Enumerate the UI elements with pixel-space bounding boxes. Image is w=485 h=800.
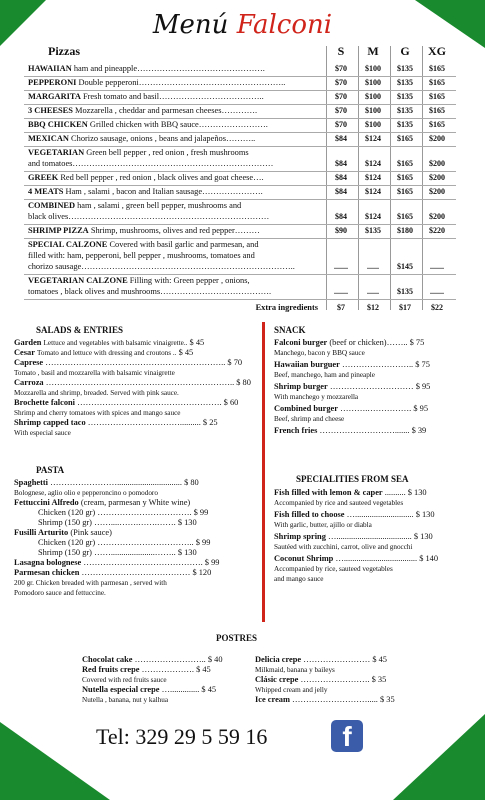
item-description: and mango sauce	[274, 575, 324, 583]
menu-item: Shrimp capped taco …………………………….......... $ 25	[14, 418, 218, 427]
postres-left	[82, 655, 252, 705]
menu-item: Ice cream ………………………..... $ 35	[255, 695, 395, 704]
pizza-row	[24, 105, 456, 119]
pizza-description: 3 CHEESES Mozzarella , cheddar and parmesan cheeses………….	[28, 106, 258, 115]
menu-item: Delicia crepe …………………… $ 45	[255, 655, 387, 664]
pizza-price: $84	[335, 212, 347, 221]
item-description: Manchego, bacon y BBQ sauce	[274, 349, 365, 357]
title-menu: Menú	[152, 10, 229, 40]
pizza-row	[24, 147, 456, 172]
pizza-price: $165	[429, 64, 445, 73]
salads-section	[14, 325, 258, 438]
pizza-price: $180	[397, 226, 413, 235]
pizza-price: $165	[429, 92, 445, 101]
pizza-price: $124	[365, 173, 381, 182]
pizza-price: .......	[430, 262, 444, 271]
extra-price: $12	[367, 303, 379, 312]
pizza-row	[24, 77, 456, 91]
item-description: Nutella , banana, nut y kalhua	[82, 696, 169, 704]
menu-item: Clásic crepe ……………………. $ 35	[255, 675, 387, 684]
pizza-price: $124	[365, 134, 381, 143]
pizza-price: $165	[429, 120, 445, 129]
pizza-price: $135	[397, 78, 413, 87]
pizza-price: $135	[397, 92, 413, 101]
menu-item: Fish filled to choose …............................ $ 130	[274, 510, 435, 519]
postres-header: POSTRES	[216, 633, 258, 643]
pizza-price: $124	[365, 159, 381, 168]
menu-item: Nutella especial crepe ….............. $ 45	[82, 685, 217, 694]
pizza-row	[24, 91, 456, 105]
pizza-price: $124	[365, 187, 381, 196]
menu-item: Fettuccini Alfredo (cream, parmesan y White wine)	[14, 498, 191, 507]
pizza-price: $135	[397, 106, 413, 115]
pizza-price: $84	[335, 159, 347, 168]
pizza-description: VEGETARIAN Green bell pepper , red onion , fresh mushrooms and tomatoes………………………………………………………………	[28, 148, 274, 168]
extra-ingredients-label: Extra ingredients	[255, 303, 318, 312]
salads-header: SALADS & ENTRIES	[36, 325, 124, 335]
pizza-row	[24, 239, 456, 275]
pizza-description: SPECIAL CALZONE Covered with basil garlic and parmesan, and filled with: ham, pepperoni, bell pepper , mushrooms, tomatoes and chorizo sausage…………………………………………………………………..	[28, 240, 295, 271]
pizza-description: GREEK Red bell pepper , red onion , black olives and goat cheese….	[28, 173, 264, 182]
pizza-row	[24, 275, 456, 300]
item-description: Shrimp and cherry tomatoes with spices and mango sauce	[14, 409, 181, 417]
pizza-price: $165	[397, 212, 413, 221]
menu-title	[0, 10, 485, 40]
pizza-price: $200	[429, 173, 445, 182]
pizza-description: 4 MEATS Ham , salami , bacon and Italian sausage………………….	[28, 187, 263, 196]
menu-item: Red fruits crepe ………………. $ 45	[82, 665, 211, 674]
size-s: S	[337, 44, 345, 58]
pizzas-header: Pizzas	[48, 44, 80, 58]
pizza-price: $135	[397, 120, 413, 129]
pizza-price: $165	[397, 173, 413, 182]
column-divider-red	[262, 322, 265, 622]
pizza-price: .......	[430, 287, 444, 296]
pizza-row	[24, 225, 456, 239]
facebook-icon[interactable]: f	[331, 720, 363, 752]
menu-subitem: Chicken (120 gr) …………………………….. $ 99	[38, 538, 211, 547]
menu-item: Fusilli Arturito (Pink sauce)	[14, 528, 112, 537]
menu-item: Shrimp burger ………………………… $ 95	[274, 382, 431, 391]
pizza-price: ......	[367, 287, 379, 296]
pizza-price: $200	[429, 212, 445, 221]
pizza-price: $165	[397, 159, 413, 168]
menu-item: Carroza ………………………………………………………….. $ 80	[14, 378, 251, 387]
pizza-price: $100	[365, 120, 381, 129]
corner-decoration-bottom-right	[393, 714, 485, 800]
pizza-price: $84	[335, 187, 347, 196]
menu-item: Falconi burger (beef or chicken)…….. $ 75	[274, 338, 425, 347]
pizza-price: $70	[335, 64, 347, 73]
item-description: Beef, shrimp and cheese	[274, 415, 345, 423]
menu-item: Caprese ……………………………………………………….. $ 70	[14, 358, 243, 367]
size-xg: XG	[428, 44, 446, 58]
menu-item: Coconut Shrimp …................................... $ 140	[274, 554, 439, 563]
menu-item: Hawaiian burguer …………………….. $ 75	[274, 360, 430, 369]
pizza-price: $100	[365, 92, 381, 101]
pizza-price: $124	[365, 212, 381, 221]
item-description: Mozzarella and shrimp, breaded. Served with pink sauce.	[14, 389, 179, 397]
pizza-price: $165	[429, 106, 445, 115]
pizza-description: COMBINED ham , salami , green bell pepper, mushrooms and black olives………………………………………………………………	[28, 201, 270, 221]
menu-item: Parmesan chicken ………………………………… $ 120	[14, 568, 212, 577]
item-description: Beef, manchego, ham and pineaple	[274, 371, 375, 379]
menu-subitem: Shrimp (150 gr) …….....................…….. $ 130	[38, 548, 197, 557]
pizza-price: $135	[397, 64, 413, 73]
item-description: Tomato , basil and mozzarella with balsamic vinaigrette	[14, 369, 175, 377]
pizza-price: $70	[335, 92, 347, 101]
item-description: With manchego y mozzarella	[274, 393, 359, 401]
pasta-section: PASTA Spaghetti ……………………............................... $ 80 Bolognese, aglio olio e pepperoncino o pomodoro Fettuccini Alfredo (cream, parmesan y White wine) Chicken (120 gr) ……………………………. $ 99 Shrimp (150 gr) ……....…….…….……. $ 130 Fusilli Arturito (Pink sauce) Chicken (120 gr) …………………………….. $ 99 Shrimp (150 gr) …….....................…….. $ 130 Lasagna bolognese ……………………………………. $ 99 Parmesan chicken ………………………………… $ 120 200 gr. Chicken breaded with parmesan , served with Pomodoro sauce and fettuccine.	[14, 465, 258, 598]
pizza-price: $100	[365, 64, 381, 73]
pizza-price: $220	[429, 226, 445, 235]
postres-right	[255, 655, 425, 705]
pizza-price: .......	[334, 287, 348, 296]
menu-item: Brochette falconi ……………………………………………. $ 60	[14, 398, 239, 407]
menu-item: Chocolat cake …………………….. $ 40	[82, 655, 223, 664]
pizza-price: $100	[365, 106, 381, 115]
menu-item: Combined burger ……….……………. $ 95	[274, 404, 429, 413]
item-description: With garlic, butter, ajillo or diabla	[274, 521, 372, 529]
pizza-price: $200	[429, 134, 445, 143]
extra-price: $22	[431, 303, 443, 312]
extra-price: $17	[399, 303, 411, 312]
pizza-price: $135	[397, 287, 413, 296]
pizza-description: MARGARITA Fresh tomato and basil………………………………..	[28, 92, 264, 101]
extra-price: $7	[337, 303, 345, 312]
pizza-row	[24, 172, 456, 186]
menu-item: Lasagna bolognese ……………………………………. $ 99	[14, 558, 220, 567]
menu-item: Fish filled with lemon & caper .......... $ 130	[274, 488, 427, 497]
pizza-price: $70	[335, 120, 347, 129]
menu-item: Garden Lettuce and vegetables with balsamic vinaigrette.. $ 45	[14, 338, 205, 347]
pizza-price: $70	[335, 106, 347, 115]
snack-section	[274, 325, 470, 438]
size-m: M	[367, 44, 379, 58]
item-description: With especial sauce	[14, 429, 71, 437]
pizza-description: HAWAIIAN ham and pineapple……………………………………….	[28, 64, 265, 73]
size-g: G	[400, 44, 410, 58]
pizza-price: $165	[397, 134, 413, 143]
pizza-row	[24, 200, 456, 225]
menu-item: Spaghetti ……………………............................... $ 80	[14, 478, 199, 487]
menu-item: Cesar Tomato and lettuce with dressing and croutons .. $ 45	[14, 348, 194, 357]
snack-header: SNACK	[274, 325, 306, 335]
pizza-price: $84	[335, 134, 347, 143]
menu-item: French fries ………………………....... $ 39	[274, 426, 427, 435]
title-falconi: Falconi	[236, 10, 333, 40]
pizza-price: $200	[429, 187, 445, 196]
item-description: Whipped cream and jelly	[255, 686, 328, 694]
seafood-header: SPECIALITIES FROM SEA	[296, 474, 409, 484]
menu-item: Shrimp spring ….................................... $ 130	[274, 532, 433, 541]
pizza-price: $135	[365, 226, 381, 235]
corner-decoration-bottom-left	[0, 722, 110, 800]
pizza-price: $200	[429, 159, 445, 168]
pizza-row	[24, 133, 456, 147]
item-description: Covered with red fruits sauce	[82, 676, 167, 684]
pizza-price: ......	[367, 262, 379, 271]
menu-subitem: Shrimp (150 gr) ……....…….…….……. $ 130	[38, 518, 197, 527]
pizza-row	[24, 63, 456, 77]
item-description: Accompanied by rice, sauteed vegetables	[274, 565, 393, 573]
pizza-price: $165	[397, 187, 413, 196]
pizza-price: .......	[334, 262, 348, 271]
pizza-description: SHRIMP PIZZA Shrimp, mushrooms, olives and red pepper………	[28, 226, 260, 235]
pizza-description: VEGETARIAN CALZONE Filling with: Green pepper , onions, tomatoes , black olives and mushrooms………………………………….	[28, 276, 272, 296]
pizza-price: $90	[335, 226, 347, 235]
pasta-header: PASTA	[36, 465, 65, 475]
seafood-section	[274, 474, 470, 586]
item-description: Accompanied by rice and sauteed vegetables	[274, 499, 404, 507]
row-divider	[24, 299, 456, 300]
pizza-price: $165	[429, 78, 445, 87]
menu-subitem: Chicken (120 gr) ……………………………. $ 99	[38, 508, 209, 517]
pizza-price: $70	[335, 78, 347, 87]
phone-number: Tel: 329 29 5 59 16	[96, 724, 268, 749]
pizza-description: BBQ CHICKEN Grilled chicken with BBQ sauce…………………….	[28, 120, 268, 129]
item-description: Milkmaid, banana y baileys	[255, 666, 335, 674]
pizza-row	[24, 186, 456, 200]
pizza-description: PEPPERONI Double pepperoni……………………………………………..	[28, 78, 286, 87]
pizza-price: $145	[397, 262, 413, 271]
pizza-description: MEXICAN Chorizo sausage, onions , beans and jalapeños………..	[28, 134, 256, 143]
pizza-price: $100	[365, 78, 381, 87]
item-description: Sautéed with zucchini, carrot, olive and gnocchi	[274, 543, 413, 551]
pizza-price: $84	[335, 173, 347, 182]
pizza-row	[24, 119, 456, 133]
